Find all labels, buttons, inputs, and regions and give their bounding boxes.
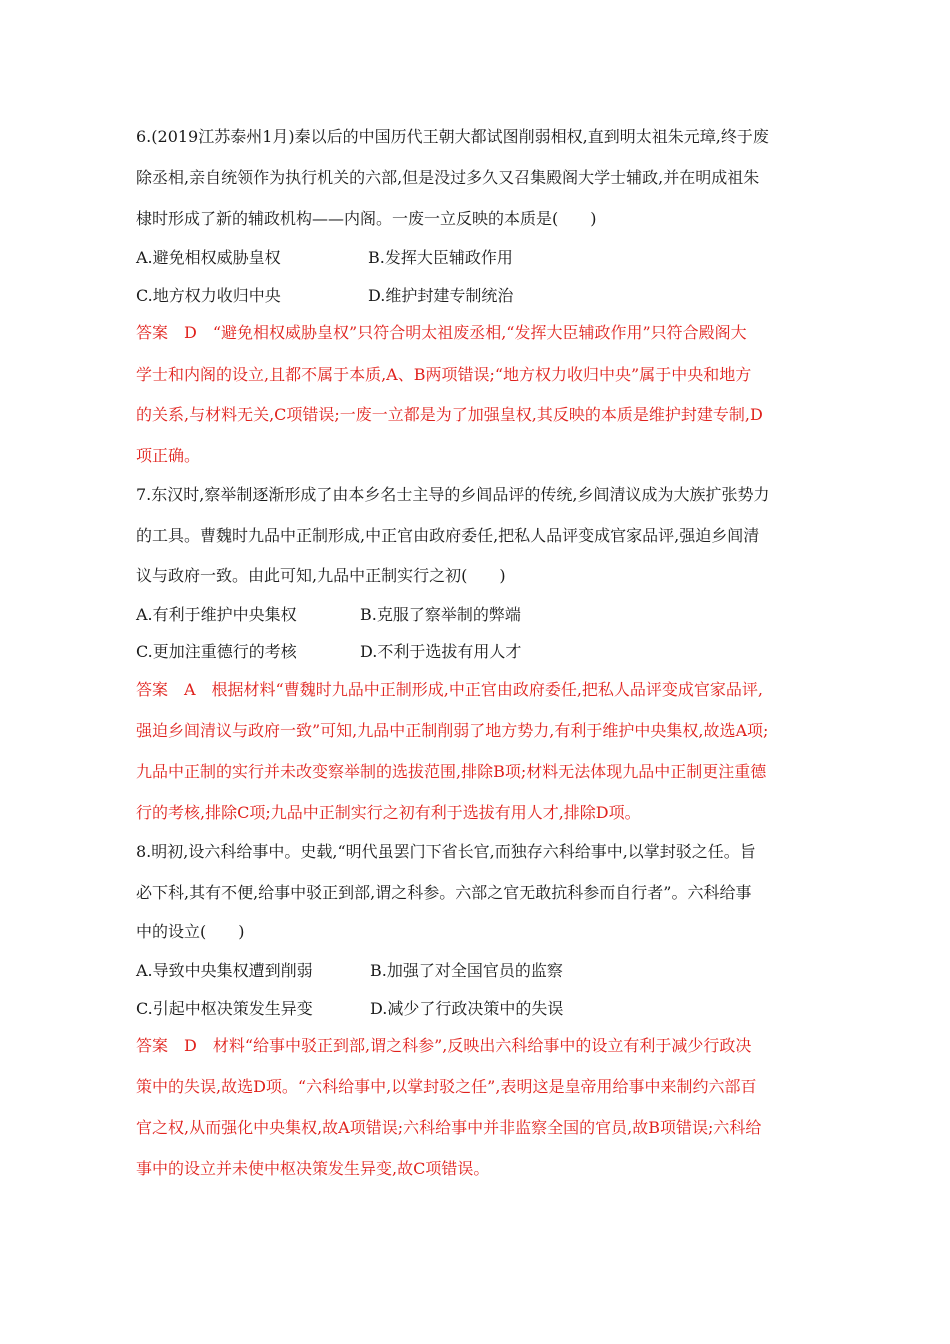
q7-option-b: B.克服了察举制的弊端 xyxy=(360,605,521,624)
q7-answer-line-2: 强迫乡闾清议与政府一致”可知,九品中正制削弱了地方势力,有利于维护中央集权,故选A项; xyxy=(136,721,769,740)
q8-option-c: C.引起中枢决策发生异变 xyxy=(136,999,313,1018)
q6-answer-line-2: 学士和内阁的设立,且都不属于本质,A、B两项错误;“地方权力收归中央”属于中央和地方 xyxy=(136,365,752,384)
q6-stem-line-2: 除丞相,亲自统领作为执行机关的六部,但是没过多久又召集殿阁大学士辅政,并在明成祖朱 xyxy=(136,168,760,187)
q6-option-b: B.发挥大臣辅政作用 xyxy=(368,248,513,267)
q7-stem-line-1: 7.东汉时,察举制逐渐形成了由本乡名士主导的乡闾品评的传统,乡闾清议成为大族扩张势力 xyxy=(136,485,770,504)
q8-stem-line-2: 必下科,其有不便,给事中驳正到部,谓之科参。六部之官无敢抗科参而自行者”。六科给事 xyxy=(136,883,752,902)
q7-stem-line-2: 的工具。曹魏时九品中正制形成,中正官由政府委任,把私人品评变成官家品评,强迫乡闾清 xyxy=(136,526,760,545)
q6-option-a: A.避免相权威胁皇权 xyxy=(136,248,281,267)
q8-answer-line-3: 官之权,从而强化中央集权,故A项错误;六科给事中并非监察全国的官员,故B项错误;六科给 xyxy=(136,1118,762,1137)
q7-option-d: D.不利于选拔有用人才 xyxy=(360,642,522,661)
q6-answer-line-4: 项正确。 xyxy=(136,446,201,465)
q6-stem-line-3: 棣时形成了新的辅政机构——内阁。一废一立反映的本质是( ) xyxy=(136,209,597,228)
q7-option-a: A.有利于维护中央集权 xyxy=(136,605,297,624)
q8-option-a: A.导致中央集权遭到削弱 xyxy=(136,961,313,980)
q6-option-c: C.地方权力收归中央 xyxy=(136,286,281,305)
q8-option-b: B.加强了对全国官员的监察 xyxy=(370,961,563,980)
q6-option-d: D.维护封建专制统治 xyxy=(368,286,514,305)
q6-answer-line-1: 答案 D “避免相权威胁皇权”只符合明太祖废丞相,“发挥大臣辅政作用”只符合殿阁大 xyxy=(136,323,747,342)
q7-answer-line-1: 答案 A 根据材料“曹魏时九品中正制形成,中正官由政府委任,把私人品评变成官家品评, xyxy=(136,680,763,699)
q8-stem-line-1: 8.明初,设六科给事中。史载,“明代虽罢门下省长官,而独存六科给事中,以掌封驳之任。旨 xyxy=(136,842,756,861)
q8-answer-line-2: 策中的失误,故选D项。“六科给事中,以掌封驳之任”,表明这是皇帝用给事中来制约六部百 xyxy=(136,1077,757,1096)
q8-answer-line-4: 事中的设立并未使中枢决策发生异变,故C项错误。 xyxy=(136,1159,490,1178)
q6-answer-line-3: 的关系,与材料无关,C项错误;一废一立都是为了加强皇权,其反映的本质是维护封建专制,D xyxy=(136,405,763,424)
q8-stem-line-3: 中的设立( ) xyxy=(136,922,245,941)
q8-answer-line-1: 答案 D 材料“给事中驳正到部,谓之科参”,反映出六科给事中的设立有利于减少行政决 xyxy=(136,1036,752,1055)
q6-stem-line-1: 6.(2019江苏泰州1月)秦以后的中国历代王朝大都试图削弱相权,直到明太祖朱元璋,终于废 xyxy=(136,127,769,146)
q8-option-d: D.减少了行政决策中的失误 xyxy=(370,999,564,1018)
q7-stem-line-3: 议与政府一致。由此可知,九品中正制实行之初( ) xyxy=(136,566,506,585)
q7-option-c: C.更加注重德行的考核 xyxy=(136,642,297,661)
q7-answer-line-3: 九品中正制的实行并未改变察举制的选拔范围,排除B项;材料无法体现九品中正制更注重德 xyxy=(136,762,767,781)
q7-answer-line-4: 行的考核,排除C项;九品中正制实行之初有利于选拔有用人才,排除D项。 xyxy=(136,803,641,822)
